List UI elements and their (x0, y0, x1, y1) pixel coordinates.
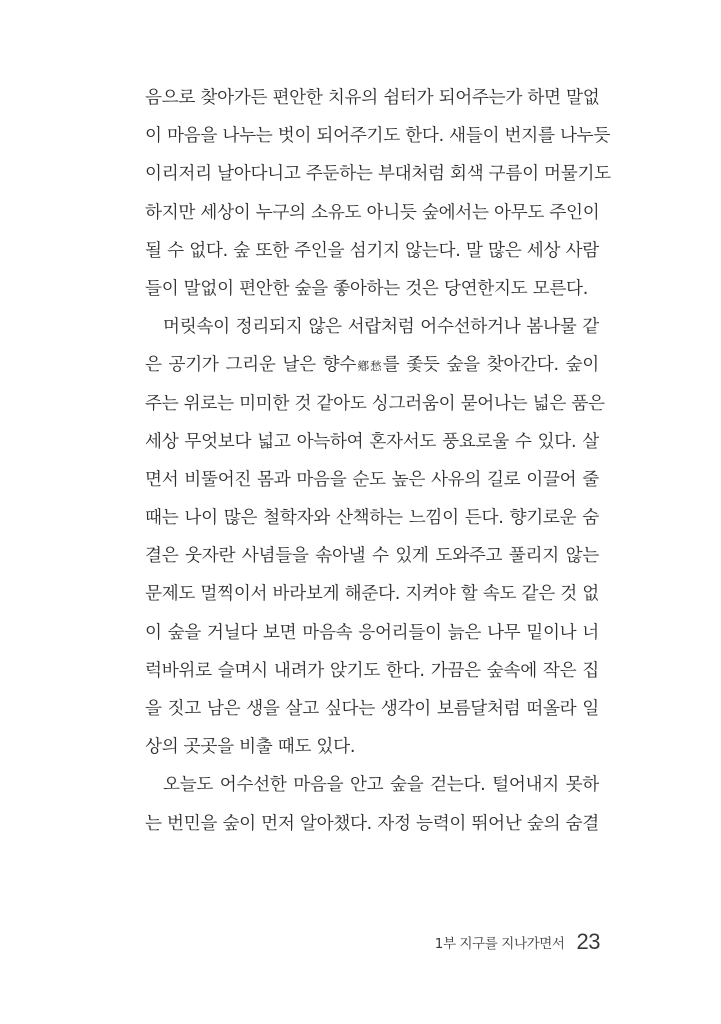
text-line: 이 숲을 거닐다 보면 마음속 응어리들이 늙은 나무 밑이나 너 (145, 622, 599, 643)
text-segment: 은 공기가 그리운 날은 향수 (145, 355, 357, 376)
text-line: 음으로 찾아가든 편안한 치유의 쉼터가 되어주는가 하면 말없 (145, 88, 600, 108)
text-line: 주는 위로는 미미한 것 같아도 싱그러움이 묻어나는 넓은 품은 (145, 393, 605, 414)
text-line: 때는 나이 많은 철학자와 산책하는 느낌이 든다. 향기로운 숨 (145, 508, 599, 529)
paragraph-end-line: 들이 말없이 편안한 숲을 좋아하는 것은 당연한지도 모른다. (145, 278, 589, 299)
text-line: 이리저리 날아다니고 주둔하는 부대처럼 회색 구름이 머물기도 (145, 164, 611, 185)
text-line: 될 수 없다. 숲 또한 주인을 섬기지 않는다. 말 많은 세상 사람 (145, 240, 599, 261)
paragraph-start-line: 머릿속이 정리되지 않은 서랍처럼 어수선하거나 봄나물 같 (163, 317, 599, 338)
paragraph-start-line: 오늘도 어수선한 마음을 안고 숲을 걷는다. 털어내지 못하 (163, 775, 599, 796)
text-line: 하지만 세상이 누구의 소유도 아니듯 숲에서는 아무도 주인이 (145, 202, 600, 223)
text-line: 면서 비뚤어진 몸과 마음을 순도 높은 사유의 길로 이끌어 줄 (145, 469, 599, 490)
text-line-with-hanja (145, 346, 599, 384)
text-segment: 를 좇듯 숲을 찾아간다. 숲이 (382, 355, 600, 376)
text-line: 이 마음을 나누는 벗이 되어주기도 한다. 새들이 번지를 나누듯 (145, 126, 611, 147)
running-head: 1부 지구를 지나가면서 (434, 936, 565, 952)
text-line: 을 짓고 남은 생을 살고 싶다는 생각이 보름달처럼 떠올라 일 (145, 699, 599, 719)
text-line: 결은 웃자란 사념들을 솎아낼 수 있게 도와주고 풀리지 않는 (145, 546, 599, 567)
text-line: 럭바위로 슬며시 내려가 앉기도 한다. 가끔은 숲속에 작은 집 (145, 660, 599, 681)
text-line: 세상 무엇보다 넓고 아늑하여 혼자서도 풍요로울 수 있다. 살 (145, 431, 599, 452)
text-line: 는 번민을 숲이 먼저 알아챘다. 자정 능력이 뛰어난 숲의 숨결 (145, 813, 599, 834)
page-footer (420, 927, 600, 957)
hanja-annotation: 鄕愁 (356, 359, 383, 374)
body-text (145, 79, 611, 843)
paragraph-end-line: 상의 곳곳을 비출 때도 있다. (145, 737, 356, 758)
text-line: 문제도 멀찍이서 바라보게 해준다. 지켜야 할 속도 같은 것 없 (145, 584, 599, 605)
page-number: 23 (576, 929, 600, 954)
